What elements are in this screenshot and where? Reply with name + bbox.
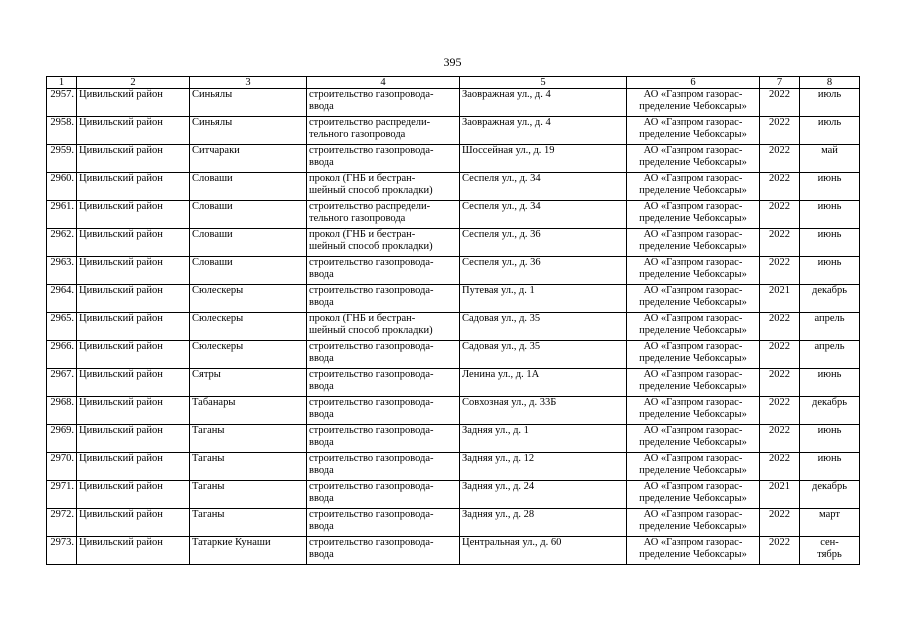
work-type-cell-line: ввода [309, 297, 334, 308]
district-cell: Цивильский район [77, 481, 190, 509]
row-number: 2959. [47, 145, 77, 173]
table-row [47, 257, 860, 285]
organization-cell [627, 341, 760, 369]
work-type-cell-line: шейный способ прокладки) [309, 325, 433, 336]
table-row [47, 285, 860, 313]
work-type-cell-line: строительство газопровода- [309, 341, 434, 352]
year-cell: 2021 [760, 285, 800, 313]
row-number: 2972. [47, 509, 77, 537]
organization-cell-line: АО «Газпром газорас- [643, 397, 743, 408]
row-number: 2973. [47, 537, 77, 565]
gas-works-table [46, 76, 860, 565]
organization-cell-line: АО «Газпром газорас- [643, 453, 743, 464]
district-cell: Цивильский район [77, 117, 190, 145]
row-number: 2960. [47, 173, 77, 201]
month-cell [800, 201, 860, 229]
settlement-cell: Сятры [190, 369, 307, 397]
month-cell [800, 257, 860, 285]
month-cell [800, 481, 860, 509]
organization-cell-line: АО «Газпром газорас- [643, 537, 743, 548]
row-number: 2971. [47, 481, 77, 509]
organization-cell-line: пределение Чебоксары» [639, 409, 747, 420]
table-row [47, 229, 860, 257]
work-type-cell [307, 173, 460, 201]
organization-cell [627, 257, 760, 285]
work-type-cell-line: строительство распредели- [309, 201, 431, 212]
work-type-cell [307, 117, 460, 145]
table-row [47, 341, 860, 369]
district-cell: Цивильский район [77, 509, 190, 537]
work-type-cell-line: ввода [309, 381, 334, 392]
organization-cell-line: АО «Газпром газорас- [643, 201, 743, 212]
row-number: 2964. [47, 285, 77, 313]
district-cell: Цивильский район [77, 369, 190, 397]
row-number: 2968. [47, 397, 77, 425]
settlement-cell: Ситчараки [190, 145, 307, 173]
organization-cell-line: АО «Газпром газорас- [643, 425, 743, 436]
month-cell-line: июль [817, 117, 842, 128]
address-cell: Садовая ул., д. 35 [460, 341, 627, 369]
address-cell: Заовражная ул., д. 4 [460, 117, 627, 145]
work-type-cell-line: прокол (ГНБ и бестран- [309, 229, 416, 240]
organization-cell [627, 313, 760, 341]
month-cell-line: июнь [817, 229, 842, 240]
work-type-cell-line: ввода [309, 493, 334, 504]
year-cell: 2022 [760, 201, 800, 229]
settlement-cell: Таганы [190, 425, 307, 453]
settlement-cell: Татаркие Кунаши [190, 537, 307, 565]
organization-cell-line: АО «Газпром газорас- [643, 117, 743, 128]
district-cell: Цивильский район [77, 285, 190, 313]
column-number-7: 7 [760, 77, 800, 89]
organization-cell [627, 425, 760, 453]
district-cell: Цивильский район [77, 537, 190, 565]
year-cell: 2022 [760, 313, 800, 341]
month-cell-line: апрель [814, 313, 845, 324]
table-row [47, 397, 860, 425]
organization-cell-line: пределение Чебоксары» [639, 325, 747, 336]
organization-cell-line: пределение Чебоксары» [639, 185, 747, 196]
settlement-cell: Словаши [190, 173, 307, 201]
work-type-cell [307, 341, 460, 369]
settlement-cell: Словаши [190, 257, 307, 285]
work-type-cell-line: тельного газопровода [309, 129, 406, 140]
work-type-cell-line: строительство газопровода- [309, 257, 434, 268]
work-type-cell [307, 481, 460, 509]
organization-cell [627, 89, 760, 117]
organization-cell-line: АО «Газпром газорас- [643, 509, 743, 520]
column-number-1: 1 [47, 77, 77, 89]
month-cell [800, 313, 860, 341]
organization-cell-line: АО «Газпром газорас- [643, 369, 743, 380]
organization-cell-line: пределение Чебоксары» [639, 381, 747, 392]
row-number: 2962. [47, 229, 77, 257]
address-cell: Задняя ул., д. 24 [460, 481, 627, 509]
month-cell [800, 173, 860, 201]
row-number: 2969. [47, 425, 77, 453]
month-cell-line: сен- [820, 537, 839, 548]
organization-cell-line: АО «Газпром газорас- [643, 257, 743, 268]
settlement-cell: Сюлескеры [190, 313, 307, 341]
table-row [47, 481, 860, 509]
district-cell: Цивильский район [77, 453, 190, 481]
table-row [47, 425, 860, 453]
table-row [47, 173, 860, 201]
work-type-cell [307, 257, 460, 285]
month-cell [800, 145, 860, 173]
work-type-cell-line: строительство распредели- [309, 117, 431, 128]
settlement-cell: Сюлескеры [190, 341, 307, 369]
month-cell [800, 369, 860, 397]
organization-cell-line: АО «Газпром газорас- [643, 313, 743, 324]
work-type-cell-line: ввода [309, 157, 334, 168]
settlement-cell: Таганы [190, 509, 307, 537]
row-number: 2957. [47, 89, 77, 117]
column-number-5: 5 [460, 77, 627, 89]
work-type-cell-line: строительство газопровода- [309, 453, 434, 464]
work-type-cell [307, 397, 460, 425]
organization-cell-line: пределение Чебоксары» [639, 269, 747, 280]
work-type-cell-line: прокол (ГНБ и бестран- [309, 173, 416, 184]
column-number-2: 2 [77, 77, 190, 89]
organization-cell-line: пределение Чебоксары» [639, 213, 747, 224]
month-cell [800, 89, 860, 117]
organization-cell [627, 285, 760, 313]
work-type-cell [307, 509, 460, 537]
address-cell: Сеспеля ул., д. 34 [460, 201, 627, 229]
row-number: 2970. [47, 453, 77, 481]
month-cell [800, 229, 860, 257]
work-type-cell-line: ввода [309, 437, 334, 448]
work-type-cell-line: ввода [309, 465, 334, 476]
settlement-cell: Таганы [190, 481, 307, 509]
organization-cell [627, 229, 760, 257]
work-type-cell [307, 229, 460, 257]
table-row [47, 537, 860, 565]
organization-cell-line: пределение Чебоксары» [639, 157, 747, 168]
address-cell: Сеспеля ул., д. 36 [460, 257, 627, 285]
work-type-cell-line: строительство газопровода- [309, 537, 434, 548]
organization-cell-line: АО «Газпром газорас- [643, 145, 743, 156]
month-cell [800, 341, 860, 369]
organization-cell-line: пределение Чебоксары» [639, 549, 747, 560]
table-row [47, 313, 860, 341]
column-number-8: 8 [800, 77, 860, 89]
work-type-cell-line: строительство газопровода- [309, 509, 434, 520]
month-cell [800, 285, 860, 313]
year-cell: 2022 [760, 341, 800, 369]
table-body [47, 89, 860, 565]
table-row [47, 369, 860, 397]
district-cell: Цивильский район [77, 89, 190, 117]
work-type-cell-line: ввода [309, 549, 334, 560]
organization-cell [627, 173, 760, 201]
column-number-3: 3 [190, 77, 307, 89]
district-cell: Цивильский район [77, 229, 190, 257]
work-type-cell-line: строительство газопровода- [309, 397, 434, 408]
table-row [47, 201, 860, 229]
table-row [47, 509, 860, 537]
organization-cell-line: пределение Чебоксары» [639, 465, 747, 476]
work-type-cell [307, 537, 460, 565]
organization-cell-line: АО «Газпром газорас- [643, 173, 743, 184]
month-cell [800, 509, 860, 537]
organization-cell [627, 453, 760, 481]
column-number-4: 4 [307, 77, 460, 89]
year-cell: 2022 [760, 537, 800, 565]
work-type-cell-line: тельного газопровода [309, 213, 406, 224]
year-cell: 2022 [760, 117, 800, 145]
work-type-cell [307, 313, 460, 341]
year-cell: 2022 [760, 397, 800, 425]
year-cell: 2022 [760, 89, 800, 117]
organization-cell [627, 509, 760, 537]
organization-cell-line: пределение Чебоксары» [639, 437, 747, 448]
month-cell-line: июнь [817, 257, 842, 268]
address-cell: Путевая ул., д. 1 [460, 285, 627, 313]
work-type-cell-line: ввода [309, 521, 334, 532]
address-cell: Сеспеля ул., д. 34 [460, 173, 627, 201]
year-cell: 2021 [760, 481, 800, 509]
work-type-cell-line: шейный способ прокладки) [309, 185, 433, 196]
work-type-cell-line: прокол (ГНБ и бестран- [309, 313, 416, 324]
district-cell: Цивильский район [77, 173, 190, 201]
column-number-6: 6 [627, 77, 760, 89]
settlement-cell: Табанары [190, 397, 307, 425]
work-type-cell-line: строительство газопровода- [309, 481, 434, 492]
month-cell-line: июнь [817, 425, 842, 436]
work-type-cell-line: ввода [309, 269, 334, 280]
district-cell: Цивильский район [77, 145, 190, 173]
settlement-cell: Синьялы [190, 89, 307, 117]
settlement-cell: Словаши [190, 229, 307, 257]
table-row [47, 453, 860, 481]
year-cell: 2022 [760, 509, 800, 537]
work-type-cell-line: строительство газопровода- [309, 285, 434, 296]
month-cell [800, 425, 860, 453]
month-cell-line: декабрь [812, 397, 847, 408]
year-cell: 2022 [760, 145, 800, 173]
row-number: 2958. [47, 117, 77, 145]
address-cell: Совхозная ул., д. 33Б [460, 397, 627, 425]
month-cell-line: май [821, 145, 838, 156]
organization-cell-line: АО «Газпром газорас- [643, 481, 743, 492]
organization-cell [627, 537, 760, 565]
work-type-cell-line: строительство газопровода- [309, 425, 434, 436]
organization-cell-line: пределение Чебоксары» [639, 241, 747, 252]
row-number: 2967. [47, 369, 77, 397]
work-type-cell [307, 89, 460, 117]
work-type-cell [307, 285, 460, 313]
settlement-cell: Словаши [190, 201, 307, 229]
organization-cell [627, 201, 760, 229]
organization-cell-line: пределение Чебоксары» [639, 353, 747, 364]
organization-cell [627, 397, 760, 425]
address-cell: Садовая ул., д. 35 [460, 313, 627, 341]
organization-cell-line: пределение Чебоксары» [639, 297, 747, 308]
settlement-cell: Таганы [190, 453, 307, 481]
settlement-cell: Сюлескеры [190, 285, 307, 313]
month-cell [800, 397, 860, 425]
table-row [47, 89, 860, 117]
row-number: 2966. [47, 341, 77, 369]
work-type-cell-line: ввода [309, 353, 334, 364]
work-type-cell [307, 369, 460, 397]
organization-cell [627, 369, 760, 397]
work-type-cell [307, 453, 460, 481]
row-number: 2965. [47, 313, 77, 341]
organization-cell-line: пределение Чебоксары» [639, 521, 747, 532]
year-cell: 2022 [760, 425, 800, 453]
work-type-cell-line: строительство газопровода- [309, 89, 434, 100]
organization-cell-line: АО «Газпром газорас- [643, 89, 743, 100]
settlement-cell: Синьялы [190, 117, 307, 145]
month-cell-line: апрель [814, 341, 845, 352]
table-row [47, 117, 860, 145]
month-cell [800, 453, 860, 481]
year-cell: 2022 [760, 453, 800, 481]
work-type-cell-line: шейный способ прокладки) [309, 241, 433, 252]
work-type-cell-line: ввода [309, 409, 334, 420]
page-number: 395 [443, 55, 462, 69]
month-cell-line: декабрь [812, 481, 847, 492]
address-cell: Сеспеля ул., д. 36 [460, 229, 627, 257]
month-cell-line: июнь [817, 201, 842, 212]
year-cell: 2022 [760, 369, 800, 397]
work-type-cell [307, 145, 460, 173]
organization-cell [627, 145, 760, 173]
month-cell-line: июнь [817, 453, 842, 464]
year-cell: 2022 [760, 173, 800, 201]
address-cell: Задняя ул., д. 28 [460, 509, 627, 537]
address-cell: Ленина ул., д. 1А [460, 369, 627, 397]
organization-cell-line: пределение Чебоксары» [639, 129, 747, 140]
organization-cell-line: АО «Газпром газорас- [643, 229, 743, 240]
address-cell: Шоссейная ул., д. 19 [460, 145, 627, 173]
address-cell: Задняя ул., д. 12 [460, 453, 627, 481]
organization-cell [627, 117, 760, 145]
month-cell-line: март [819, 509, 840, 520]
month-cell-line: декабрь [812, 285, 847, 296]
month-cell-line: июнь [817, 369, 842, 380]
address-cell: Центральная ул., д. 60 [460, 537, 627, 565]
address-cell: Заовражная ул., д. 4 [460, 89, 627, 117]
row-number: 2961. [47, 201, 77, 229]
month-cell-line: июль [817, 89, 842, 100]
month-cell-line: тябрь [817, 549, 842, 560]
district-cell: Цивильский район [77, 425, 190, 453]
work-type-cell [307, 201, 460, 229]
column-number-row [47, 77, 860, 89]
month-cell-line: июнь [817, 173, 842, 184]
district-cell: Цивильский район [77, 257, 190, 285]
table-row [47, 145, 860, 173]
year-cell: 2022 [760, 229, 800, 257]
organization-cell [627, 481, 760, 509]
organization-cell-line: пределение Чебоксары» [639, 493, 747, 504]
organization-cell-line: АО «Газпром газорас- [643, 341, 743, 352]
month-cell [800, 117, 860, 145]
address-cell: Задняя ул., д. 1 [460, 425, 627, 453]
district-cell: Цивильский район [77, 313, 190, 341]
organization-cell-line: АО «Газпром газорас- [643, 285, 743, 296]
work-type-cell-line: строительство газопровода- [309, 145, 434, 156]
district-cell: Цивильский район [77, 341, 190, 369]
year-cell: 2022 [760, 257, 800, 285]
month-cell [800, 537, 860, 565]
district-cell: Цивильский район [77, 201, 190, 229]
row-number: 2963. [47, 257, 77, 285]
work-type-cell-line: строительство газопровода- [309, 369, 434, 380]
work-type-cell-line: ввода [309, 101, 334, 112]
organization-cell-line: пределение Чебоксары» [639, 101, 747, 112]
work-type-cell [307, 425, 460, 453]
district-cell: Цивильский район [77, 397, 190, 425]
